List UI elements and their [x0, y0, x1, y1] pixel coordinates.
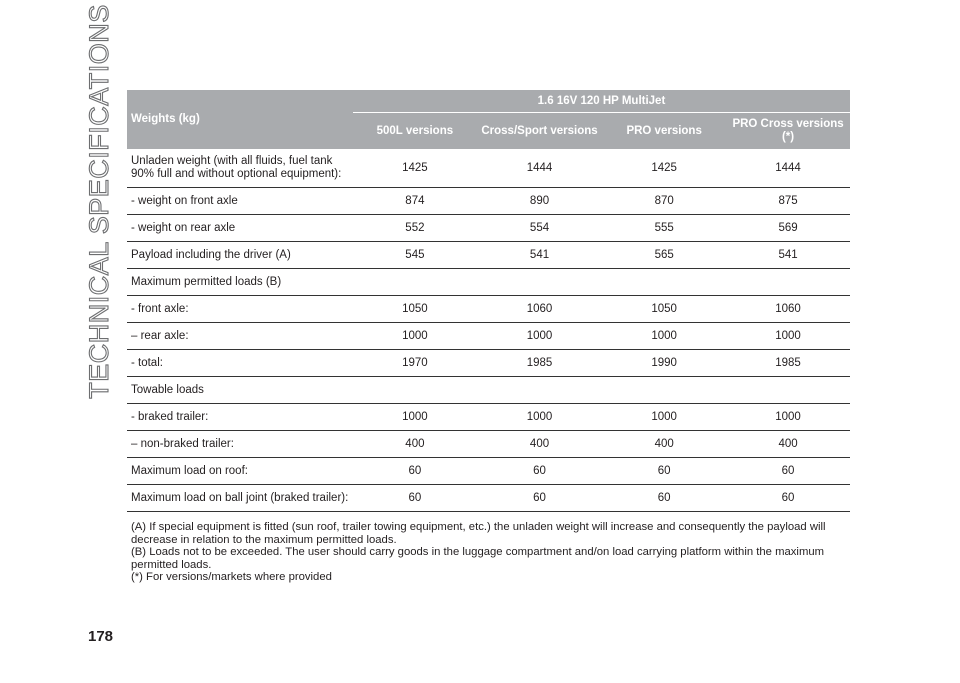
- cell-value: 60: [602, 458, 726, 485]
- cell-value: 890: [477, 188, 602, 215]
- cell-value: 1050: [353, 296, 477, 323]
- table-row: [127, 485, 850, 512]
- cell-value: 569: [726, 215, 850, 242]
- cell-value: 1050: [602, 296, 726, 323]
- cell-value: [602, 377, 726, 404]
- cell-value: 1000: [477, 404, 602, 431]
- cell-value: [353, 377, 477, 404]
- cell-value: 400: [477, 431, 602, 458]
- footnote-a: (A) If special equipment is fitted (sun roof, trailer towing equipment, etc.) the unladen weight will increase and consequently the payload will decrease in relation to the maximum permitted loads.: [131, 521, 826, 546]
- table-row: [127, 269, 850, 296]
- cell-value: 565: [602, 242, 726, 269]
- cell-value: 400: [353, 431, 477, 458]
- cell-value: 555: [602, 215, 726, 242]
- table-row: [127, 323, 850, 350]
- cell-value: 874: [353, 188, 477, 215]
- cell-value: 1060: [477, 296, 602, 323]
- row-label: Maximum load on roof:: [127, 458, 353, 485]
- cell-value: 875: [726, 188, 850, 215]
- row-label: Unladen weight (with all fluids, fuel tank 90% full and without optional equipment):: [127, 149, 353, 188]
- cell-value: 552: [353, 215, 477, 242]
- row-label: – rear axle:: [127, 323, 353, 350]
- cell-value: 60: [353, 458, 477, 485]
- cell-value: 1985: [477, 350, 602, 377]
- row-label: - total:: [127, 350, 353, 377]
- section-title-text: TECHNICAL SPECIFICATIONS: [83, 3, 114, 399]
- row-label: Towable loads: [127, 377, 353, 404]
- version-header-pro: PRO versions: [602, 113, 726, 150]
- version-header-500l: 500L versions: [353, 113, 477, 150]
- weights-table: [127, 90, 850, 512]
- cell-value: 1000: [726, 323, 850, 350]
- cell-value: 1060: [726, 296, 850, 323]
- cell-value: 541: [477, 242, 602, 269]
- row-label: - weight on rear axle: [127, 215, 353, 242]
- row-label: - front axle:: [127, 296, 353, 323]
- cell-value: 870: [602, 188, 726, 215]
- cell-value: [726, 269, 850, 296]
- cell-value: [602, 269, 726, 296]
- table-footnotes: [131, 521, 851, 584]
- cell-value: 60: [477, 458, 602, 485]
- cell-value: 1000: [602, 323, 726, 350]
- cell-value: 1000: [353, 323, 477, 350]
- footnote-b: (B) Loads not to be exceeded. The user should carry goods in the luggage compartment and/on load carrying platform within the maximum permitted loads.: [131, 546, 825, 571]
- cell-value: [353, 269, 477, 296]
- table-row: [127, 404, 850, 431]
- table-row: [127, 215, 850, 242]
- table-row: [127, 242, 850, 269]
- footnote-asterisk: (*) For versions/markets where provided: [131, 571, 332, 583]
- cell-value: 1425: [602, 149, 726, 188]
- table-row: [127, 149, 850, 188]
- cell-value: 400: [726, 431, 850, 458]
- cell-value: 400: [602, 431, 726, 458]
- cell-value: 554: [477, 215, 602, 242]
- cell-value: 1425: [353, 149, 477, 188]
- table-row: [127, 458, 850, 485]
- row-label: Maximum permitted loads (B): [127, 269, 353, 296]
- cell-value: 1985: [726, 350, 850, 377]
- table-header-label: Weights (kg): [127, 90, 353, 149]
- cell-value: 1444: [726, 149, 850, 188]
- cell-value: 60: [477, 485, 602, 512]
- cell-value: 1000: [477, 323, 602, 350]
- cell-value: 1000: [353, 404, 477, 431]
- cell-value: 60: [726, 485, 850, 512]
- cell-value: 60: [353, 485, 477, 512]
- version-header-pro-cross: PRO Cross versions (*): [726, 113, 850, 150]
- table-row: [127, 296, 850, 323]
- cell-value: 1970: [353, 350, 477, 377]
- section-title-vertical: [83, 3, 114, 399]
- cell-value: 541: [726, 242, 850, 269]
- page-number: 178: [88, 628, 114, 645]
- table-row: [127, 377, 850, 404]
- version-header-cross-sport: Cross/Sport versions: [477, 113, 602, 150]
- table-row: [127, 350, 850, 377]
- row-label: Maximum load on ball joint (braked trailer):: [127, 485, 353, 512]
- row-label: – non-braked trailer:: [127, 431, 353, 458]
- engine-header: 1.6 16V 120 HP MultiJet: [353, 90, 850, 113]
- cell-value: 60: [602, 485, 726, 512]
- cell-value: 1990: [602, 350, 726, 377]
- row-label: - weight on front axle: [127, 188, 353, 215]
- cell-value: [477, 269, 602, 296]
- cell-value: [726, 377, 850, 404]
- table-row: [127, 431, 850, 458]
- row-label: - braked trailer:: [127, 404, 353, 431]
- table-row: [127, 188, 850, 215]
- cell-value: 1444: [477, 149, 602, 188]
- cell-value: 1000: [602, 404, 726, 431]
- row-label: Payload including the driver (A): [127, 242, 353, 269]
- cell-value: [477, 377, 602, 404]
- cell-value: 1000: [726, 404, 850, 431]
- cell-value: 60: [726, 458, 850, 485]
- cell-value: 545: [353, 242, 477, 269]
